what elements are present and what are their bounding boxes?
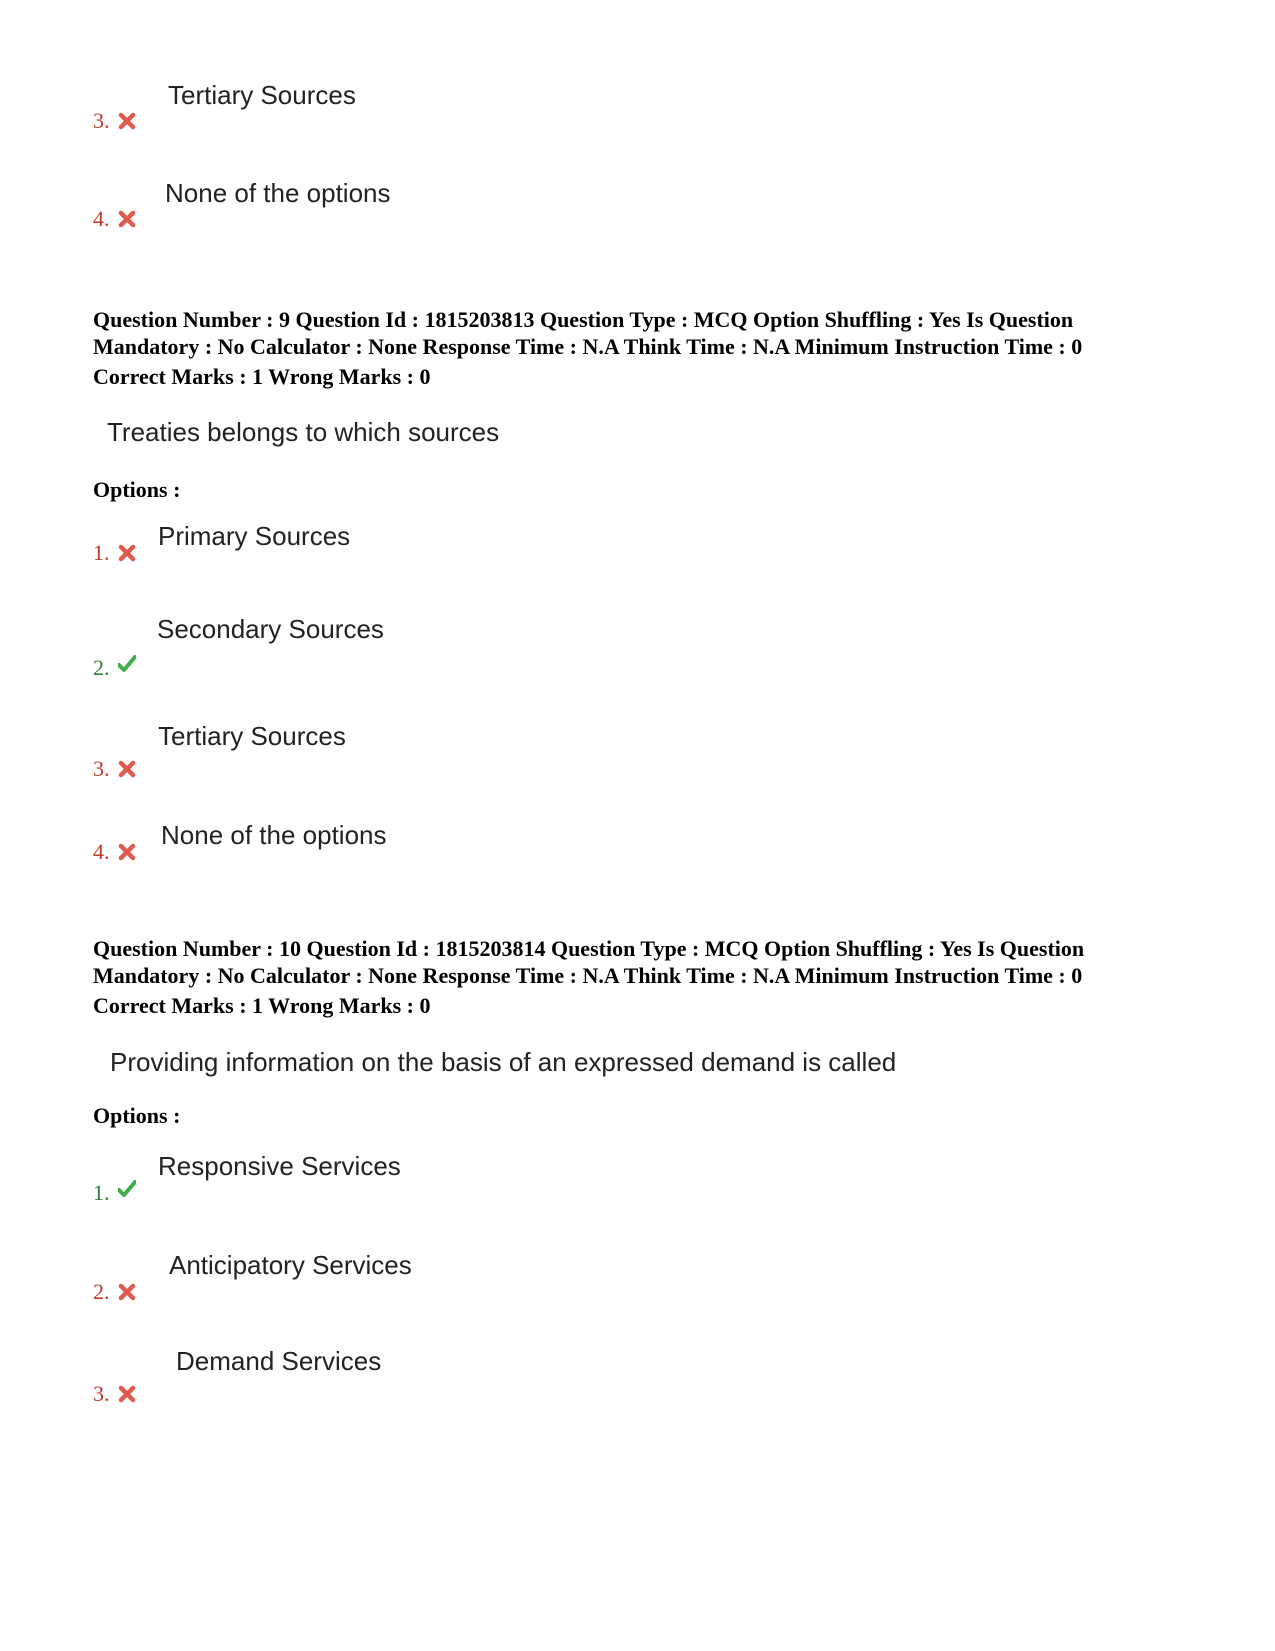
option-number [93, 206, 136, 232]
option-text: None of the options [165, 178, 391, 208]
cross-icon [118, 760, 136, 778]
option-number [93, 1381, 136, 1407]
option-number-label: 1. [93, 540, 110, 565]
question-meta [93, 935, 1084, 989]
option-text: Demand Services [176, 1346, 382, 1376]
option-number-label: 4. [93, 839, 110, 864]
option-text: None of the options [161, 820, 387, 850]
cross-icon [118, 843, 136, 861]
options-label: Options : [93, 477, 181, 502]
marks-info: Correct Marks : 1 Wrong Marks : 0 [93, 993, 431, 1018]
question-meta [93, 306, 1082, 360]
option-number [93, 655, 136, 681]
cross-icon [118, 1283, 136, 1301]
option-number [93, 756, 136, 782]
question-meta-line: Question Number : 10 Question Id : 1815203814 Question Type : MCQ Option Shuffling : Yes Is Question [93, 936, 1085, 961]
option-number [93, 1279, 136, 1305]
question-stem: Providing information on the basis of an expressed demand is called [110, 1047, 897, 1077]
cross-icon [118, 112, 136, 130]
option-text: Secondary Sources [157, 614, 384, 644]
option-number-label: 1. [93, 1180, 110, 1205]
question-stem: Treaties belongs to which sources [107, 417, 500, 447]
option-number-label: 3. [93, 1381, 110, 1406]
check-icon [118, 655, 136, 673]
option-text: Responsive Services [158, 1151, 401, 1181]
option-number [93, 839, 136, 865]
option-number [93, 540, 136, 566]
cross-icon [118, 210, 136, 228]
option-number-label: 2. [93, 655, 110, 680]
option-text: Tertiary Sources [158, 721, 346, 751]
option-number-label: 2. [93, 1279, 110, 1304]
option-number [93, 108, 136, 134]
question-meta-line: Question Number : 9 Question Id : 1815203813 Question Type : MCQ Option Shuffling : Yes Is Question [93, 307, 1074, 332]
cross-icon [118, 1385, 136, 1403]
option-number-label: 3. [93, 108, 110, 133]
options-label: Options : [93, 1103, 181, 1128]
option-number-label: 4. [93, 206, 110, 231]
question-meta-line: Mandatory : No Calculator : None Response Time : N.A Think Time : N.A Minimum Instruction Time : 0 [93, 334, 1083, 359]
option-text: Tertiary Sources [168, 80, 356, 110]
cross-icon [118, 544, 136, 562]
option-number-label: 3. [93, 756, 110, 781]
check-icon [118, 1180, 136, 1198]
option-text: Primary Sources [158, 521, 351, 551]
marks-info: Correct Marks : 1 Wrong Marks : 0 [93, 364, 431, 389]
option-text: Anticipatory Services [169, 1250, 412, 1280]
question-meta-line: Mandatory : No Calculator : None Response Time : N.A Think Time : N.A Minimum Instruction Time : 0 [93, 963, 1083, 988]
option-number [93, 1180, 136, 1206]
